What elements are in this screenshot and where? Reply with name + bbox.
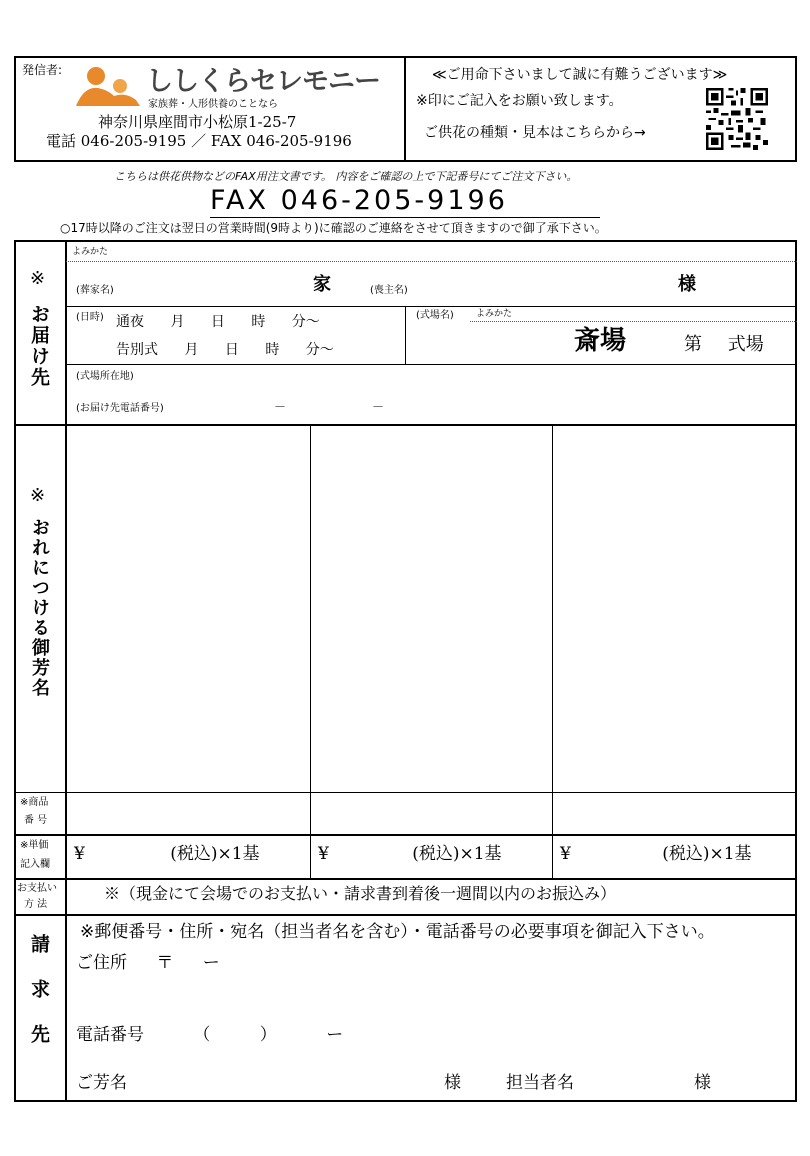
names-section-title: おれにつける御芳名 bbox=[29, 518, 50, 698]
time-notice: ○17時以降のご注文は翌日の営業時間(9時より)に確認のご連絡をさせて頂きますので御了承下さい。 bbox=[60, 221, 607, 235]
payment-label: お支払い bbox=[17, 883, 57, 894]
venue-address-field[interactable] bbox=[150, 368, 790, 390]
company-logo-icon bbox=[74, 66, 144, 110]
company-tagline: 家族葬・人形供養のことなら bbox=[148, 99, 278, 110]
unit-price-field-1[interactable]: ¥ (税込)×1基 bbox=[74, 844, 260, 864]
delivery-phone-dash-1: － bbox=[274, 400, 287, 414]
chief-suffix: 様 bbox=[678, 274, 696, 295]
venue-label: (式場名) bbox=[416, 310, 454, 321]
billing-name-label: ご芳名 bbox=[76, 1073, 127, 1093]
fax-underline bbox=[210, 217, 600, 218]
billing-name-field[interactable] bbox=[140, 1068, 440, 1096]
name-tag-field-2[interactable] bbox=[312, 426, 551, 791]
sender-label: 発信者: bbox=[22, 63, 63, 77]
thanks-message: ≪ご用命下さいまして誠に有難うございます≫ bbox=[432, 67, 728, 83]
product-code-label-2: 番 号 bbox=[24, 815, 48, 826]
billing-contact-field[interactable] bbox=[590, 1068, 690, 1096]
payment-label-2: 方 法 bbox=[24, 899, 48, 910]
company-name: ししくらセレモニー bbox=[146, 66, 380, 97]
qr-code-icon[interactable] bbox=[706, 88, 768, 150]
name-tag-field-3[interactable] bbox=[554, 426, 795, 791]
chief-mourner-field[interactable] bbox=[420, 264, 675, 304]
unit-price-field-3[interactable]: ¥ (税込)×1基 bbox=[560, 844, 752, 864]
names-required-mark: ※ bbox=[30, 485, 46, 506]
name-tag-field-1[interactable] bbox=[67, 426, 309, 791]
product-code-label: ※商品 bbox=[20, 797, 49, 808]
product-code-field-2[interactable] bbox=[312, 794, 551, 833]
hall-number-field[interactable]: 第 式場 bbox=[684, 334, 764, 355]
family-name-label: (葬家名) bbox=[76, 285, 114, 296]
hall-suffix: 斎場 bbox=[574, 326, 627, 356]
fax-number: FAX 046-205-9196 bbox=[210, 185, 508, 216]
delivery-section-title: お届け先 bbox=[28, 304, 50, 388]
billing-contact-suffix: 様 bbox=[694, 1073, 711, 1093]
billing-name-suffix: 様 bbox=[444, 1073, 461, 1093]
product-code-field-1[interactable] bbox=[67, 794, 309, 833]
datetime-label: (日時) bbox=[76, 312, 104, 323]
unit-price-field-2[interactable]: ¥ (税込)×1基 bbox=[318, 844, 502, 864]
billing-section-title: 請求先 bbox=[28, 934, 50, 1069]
flower-sample-link[interactable]: ご供花の種類・見本はこちらから→ bbox=[424, 125, 646, 141]
billing-contact-label: 担当者名 bbox=[506, 1073, 574, 1093]
venue-address-label: (式場所在地) bbox=[76, 371, 134, 382]
venue-name-field[interactable] bbox=[410, 324, 570, 362]
delivery-phone-dash-2: － bbox=[372, 400, 385, 414]
billing-address-field[interactable]: ご住所 〒 ー bbox=[76, 953, 220, 973]
chief-mourner-label: (喪主名) bbox=[370, 285, 408, 296]
fax-notice: こちらは供花供物などのFAX用注文書です。 内容をご確認の上で下記番号にてご注文下さい。 bbox=[114, 170, 578, 183]
unit-price-label: ※単価 bbox=[20, 840, 49, 851]
billing-phone-field[interactable]: 電話番号 （ ） ー bbox=[76, 1025, 344, 1045]
delivery-required-mark: ※ bbox=[30, 268, 46, 289]
delivery-phone-field[interactable] bbox=[200, 396, 460, 420]
family-suffix: 家 bbox=[313, 274, 331, 295]
company-address: 神奈川県座間市小松原1-25-7 bbox=[98, 113, 297, 131]
yomikata-label-1: よみかた bbox=[72, 247, 109, 257]
company-phone-fax: 電話 046-205-9195 ／ FAX 046-205-9196 bbox=[46, 132, 352, 150]
billing-instruction: ※郵便番号・住所・宛名（担当者名を含む）・電話番号の必要事項を御記入下さい。 bbox=[80, 922, 715, 942]
product-code-field-3[interactable] bbox=[554, 794, 795, 833]
instruction-message: ※印にご記入をお願い致します。 bbox=[416, 93, 623, 109]
funeral-datetime-field[interactable]: 告別式 月 日 時 分〜 bbox=[116, 342, 334, 358]
yomikata-label-2: よみかた bbox=[476, 309, 513, 319]
family-name-field[interactable] bbox=[140, 264, 310, 304]
wake-datetime-field[interactable]: 通夜 月 日 時 分〜 bbox=[116, 314, 320, 330]
delivery-phone-label: (お届け先電話番号) bbox=[76, 403, 164, 414]
unit-price-label-2: 記入欄 bbox=[20, 859, 50, 870]
payment-method-text: ※（現金にて会場でのお支払い・請求書到着後一週間以内のお振込み） bbox=[104, 884, 617, 903]
